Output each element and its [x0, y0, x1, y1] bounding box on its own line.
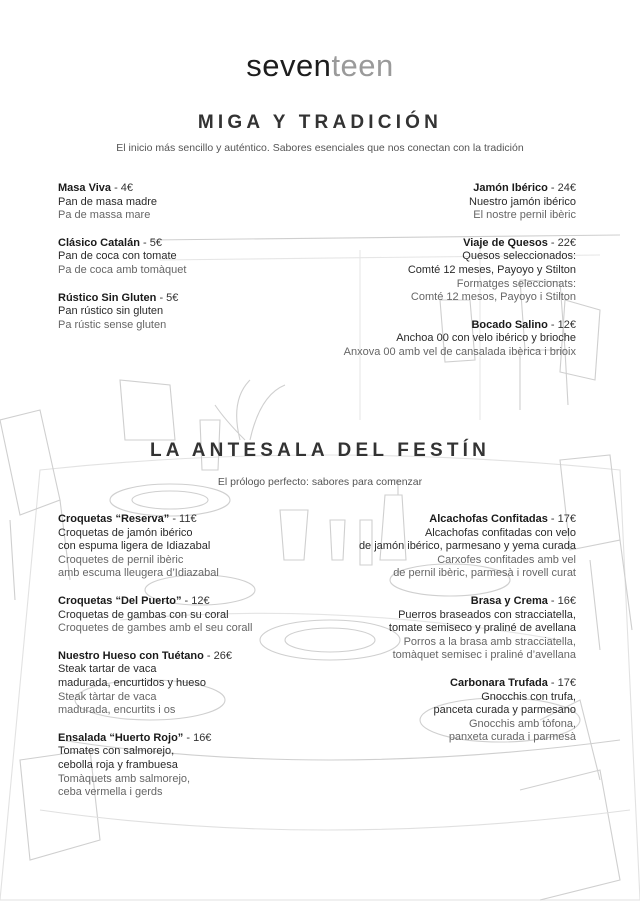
item-price: - 5€ [139, 236, 162, 249]
item-name: Croquetas “Reserva” [58, 513, 170, 525]
logo-part-light: teen [331, 48, 394, 83]
menu-item [286, 319, 576, 360]
item-desc-es: Alcachofas confitadas con velo [424, 526, 576, 539]
item-price: - 4€ [111, 182, 134, 194]
item-desc-es: Pan de masa madre [58, 195, 158, 208]
item-name: Jamón Ibérico [473, 182, 548, 194]
menu-item [58, 732, 308, 800]
item-desc-ca: Pa de massa mare [58, 209, 151, 222]
item-desc-ca: Steak tàrtar de vaca [58, 690, 157, 703]
item-desc-es: Nuestro jamón ibérico [469, 195, 576, 208]
menu-column-right [286, 182, 576, 374]
item-desc-es: Puerros braseados con stracciatella, [398, 608, 576, 621]
menu-item [58, 237, 308, 278]
item-desc-es: Anchoa 00 con velo ibérico y brioche [396, 332, 576, 345]
item-desc-ca: Anxova 00 amb vel de cansalada ibèrica i brioix [343, 345, 576, 358]
item-name: Clásico Catalán [58, 236, 140, 249]
item-desc-es: tomate semiseco y praliné de avellana [388, 622, 576, 635]
item-name: Viaje de Quesos [463, 236, 548, 249]
menu-item [286, 595, 576, 663]
item-desc-es: Tomates con salmorejo, [58, 745, 175, 758]
item-desc-ca: Gnocchis amb tòfona, [468, 717, 576, 730]
section-subtitle: El inicio más sencillo y auténtico. Sabores esenciales que nos conectan con la tradición [116, 142, 524, 154]
item-desc-es: de jamón ibérico, parmesano y yema curada [358, 540, 576, 553]
section-title: MIGA Y TRADICIÓN [197, 112, 443, 133]
item-desc-es: madurada, encurtidos y hueso [58, 676, 206, 689]
item-desc-es: Gnocchis con trufa, [481, 690, 576, 703]
item-name: Alcachofas Confitadas [429, 513, 548, 525]
item-desc-ca: Croquetes de pernil ibèric [58, 553, 184, 566]
item-desc-ca: El nostre pernil ibèric [473, 209, 576, 222]
menu-item [58, 650, 308, 718]
item-price: - 22€ [547, 236, 576, 249]
item-desc-ca: Formatges seleccionats: [456, 277, 576, 290]
item-desc-ca: amb escuma lleugera d’Idiazabal [58, 567, 219, 580]
item-desc-es: cebolla roja y frambuesa [58, 758, 178, 771]
item-price: - 16€ [547, 594, 576, 607]
item-name: Nuestro Hueso con Tuétano [58, 649, 204, 662]
menu-item [58, 595, 308, 636]
menu-item [58, 513, 308, 581]
item-desc-es: Comté 12 meses, Payoyo y Stilton [407, 263, 576, 276]
menu-item [286, 237, 576, 305]
brand-logo [0, 48, 640, 84]
item-price: - 12€ [181, 594, 210, 607]
item-desc-ca: Pa de coca amb tomàquet [58, 263, 187, 276]
item-desc-ca: Pa rústic sense gluten [58, 318, 167, 331]
item-desc-es: Pan de coca con tomate [58, 250, 177, 263]
item-desc-ca: de pernil ibèric, parmesà i rovell curat [393, 567, 576, 580]
item-desc-ca: madurada, encurtits i os [58, 704, 176, 717]
item-desc-es: Steak tartar de vaca [58, 663, 157, 676]
menu-item [286, 182, 576, 223]
item-name: Ensalada “Huerto Rojo” [58, 731, 184, 744]
item-desc-ca: Croquetes de gambes amb el seu corall [58, 622, 253, 635]
menu-item [286, 513, 576, 581]
item-price: - 16€ [183, 731, 212, 744]
item-price: - 17€ [547, 676, 576, 689]
item-price: - 17€ [547, 513, 576, 525]
item-name: Croquetas “Del Puerto” [58, 594, 182, 607]
menu-column-left [58, 182, 308, 346]
menu-item [58, 292, 308, 333]
item-name: Masa Viva [58, 182, 112, 194]
item-desc-es: Pan rústico sin gluten [58, 305, 164, 318]
item-price: - 12€ [547, 318, 576, 331]
item-name: Carbonara Trufada [450, 676, 548, 689]
item-desc-ca: panxeta curada i parmesà [448, 731, 576, 744]
item-desc-es: Quesos seleccionados: [462, 250, 576, 263]
item-desc-ca: ceba vermella i gerds [58, 786, 163, 799]
menu-item [58, 182, 308, 223]
section-subtitle: El prólogo perfecto: sabores para comenzar [217, 476, 423, 488]
item-desc-ca: Porros a la brasa amb stracciatella, [403, 635, 576, 648]
item-price: - 26€ [203, 649, 233, 662]
logo-part-dark: seven [246, 48, 332, 83]
item-desc-ca: Carxofes confitades amb vel [437, 553, 576, 566]
menu-item [286, 677, 576, 745]
item-price: - 24€ [547, 182, 576, 194]
item-name: Brasa y Crema [470, 594, 548, 607]
item-name: Rústico Sin Gluten [58, 291, 157, 304]
menu-column-left [58, 513, 308, 814]
item-price: - 11€ [169, 513, 197, 525]
section-title: LA ANTESALA DEL FESTÍN [149, 440, 491, 461]
item-price: - 5€ [156, 291, 179, 304]
menu-column-right [286, 513, 576, 759]
item-desc-es: Croquetas de gambas con su coral [58, 608, 229, 621]
item-desc-es: con espuma ligera de Idiazabal [58, 540, 211, 553]
item-desc-es: Croquetas de jamón ibérico [58, 526, 193, 539]
item-desc-ca: Comté 12 mesos, Payoyo i Stilton [410, 291, 576, 304]
item-name: Bocado Salino [471, 318, 548, 331]
item-desc-ca: Tomàquets amb salmorejo, [58, 772, 191, 785]
item-desc-ca: tomàquet semisec i praliné d’avellana [392, 649, 576, 662]
item-desc-es: panceta curada y parmesano [433, 704, 576, 717]
